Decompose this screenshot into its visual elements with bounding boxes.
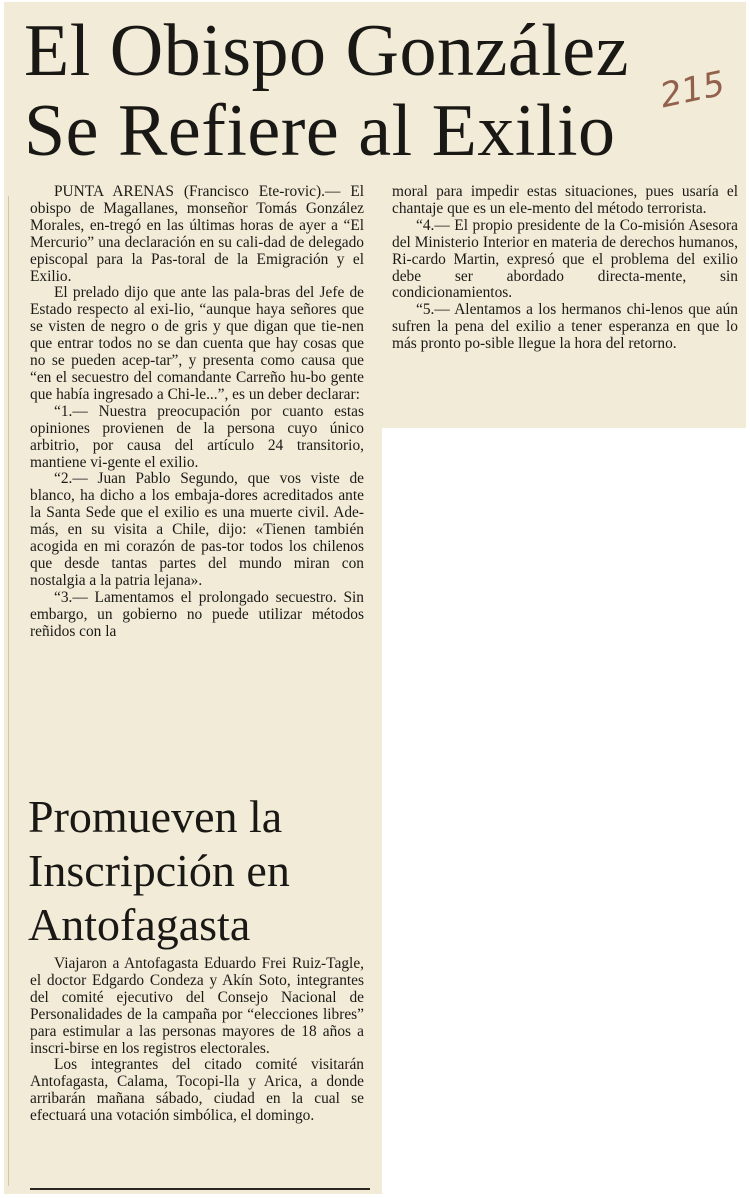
article2-paragraph: Los integrantes del citado comité visitarán Antofagasta, Calama, Tocopi-lla y Arica, a donde arribarán mañana sábado, ciudad en la cual se efectuará una votación simbólica, el domingo. <box>30 1056 364 1125</box>
article2-headline-line-2: Inscripción en <box>28 845 290 896</box>
bottom-rule <box>30 1188 370 1190</box>
article2-body <box>30 956 364 1125</box>
article1-paragraph: “1.— Nuestra preocupación por cuanto estas opiniones provienen de la persona cuyo único arbitrio, por causa del artículo 24 transitorio, mantiene vi-gente el exilio. <box>30 402 364 471</box>
article2-headline-line-1: Promueven la <box>28 791 283 842</box>
article1-paragraph: “5.— Alentamos a los hermanos chi-lenos que aún sufren la pena del exilio a tener esperanza en que lo más pronto po-sible llegue la hora del retorno. <box>392 301 738 353</box>
headline-line-1: El Obispo González <box>24 10 629 92</box>
headline-line-2: Se Refiere al Exilio <box>24 90 616 172</box>
article1-paragraph: “3.— Lamentamos el prolongado secuestro. Sin embargo, un gobierno no puede utilizar métodos reñidos con la <box>30 588 364 640</box>
article1-paragraph: PUNTA ARENAS (Francisco Ete-rovic).— El obispo de Magallanes, monseñor Tomás González Morales, en-tregó en las últimas horas de ayer a “El Mercurio” una declaración en su cali-dad de delegado episcopal para la Pas-toral de la Emigración y el Exilio. <box>30 183 364 285</box>
article2-headline-line-3: Antofagasta <box>28 899 251 950</box>
article2-headline <box>28 790 290 952</box>
article1-left-column <box>30 184 364 640</box>
article1-paragraph: “4.— El propio presidente de la Co-misión Asesora del Ministerio Interior en materia de derechos humanos, Ri-cardo Martin, expresó que el problema del exilio debe ser abordado directa-mente, sin condicionamientos. <box>392 216 738 302</box>
article1-paragraph: El prelado dijo que ante las pala-bras del Jefe de Estado respecto al exi-lio, “aunque haya señores que se visten de negro o de gris y que digan que tie-nen que entrar todos no se dan cuenta que hay cosas que no se pueden acep-tar”, y presenta como causa que “en el secuestro del comandante Carreño hu-bo gente que había ingresado a Chi-le...”, es un deber declarar: <box>30 284 364 403</box>
handwritten-margin-note: 215 <box>656 63 729 117</box>
column-edge-line <box>8 196 9 1186</box>
article1-right-column <box>392 184 738 353</box>
article1-paragraph: “2.— Juan Pablo Segundo, que vos viste de blanco, ha dicho a los embaja-dores acreditados ante la Santa Sede que el exilio es una muerte civil. Ade-más, en su visita a Chile, dijo: «Tienen también acogida en mi corazón de pas-tor todos los chilenos que desde tantas partes del mundo miran con nostalgia a la patria lejana». <box>30 470 364 589</box>
article1-paragraph: moral para impedir estas situaciones, pues usaría el chantaje que es un ele-mento del método terrorista. <box>392 183 738 217</box>
article2-paragraph: Viajaron a Antofagasta Eduardo Frei Ruiz-Tagle, el doctor Edgardo Condeza y Akín Soto, integrantes del comité ejecutivo del Consejo Nacional de Personalidades de la campaña por “elecciones libres” para estimular a las personas mayores de 18 años a inscri-birse en los registros electorales. <box>30 955 364 1057</box>
